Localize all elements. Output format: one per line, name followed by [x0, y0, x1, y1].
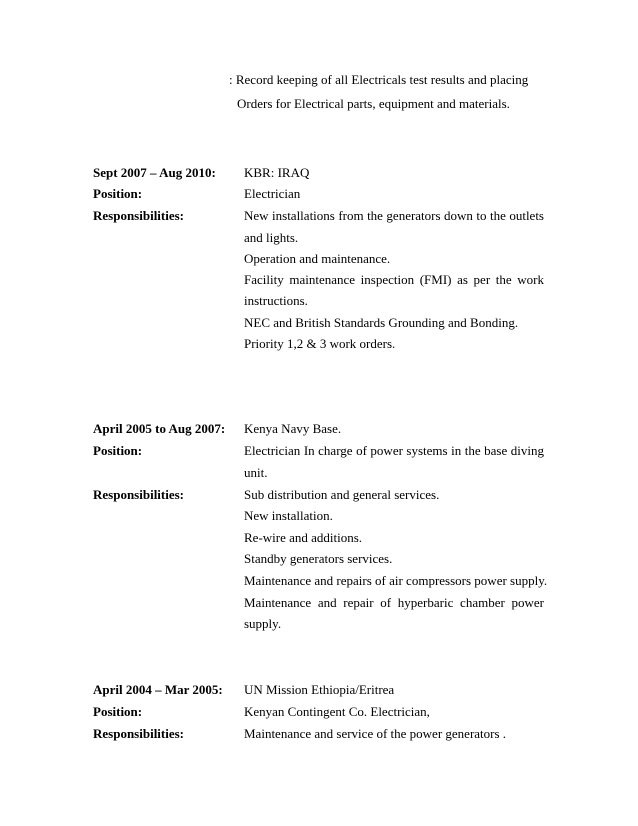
- job-employer: UN Mission Ethiopia/Eritrea: [244, 682, 395, 697]
- position-value: Electrician: [244, 186, 301, 201]
- job-period: April 2004 – Mar 2005:: [93, 682, 223, 697]
- responsibilities-label: Responsibilities:: [93, 726, 185, 741]
- position-label: Position:: [93, 186, 143, 201]
- responsibilities-label: Responsibilities:: [93, 487, 185, 502]
- position-label: Position:: [93, 443, 143, 458]
- responsibilities-label: Responsibilities:: [93, 208, 185, 223]
- responsibility-item: Standby generators services.: [244, 551, 393, 566]
- responsibility-item: NEC and British Standards Grounding and Bonding.: [244, 315, 519, 330]
- responsibility-item: Re-wire and additions.: [244, 530, 363, 545]
- intro-line-2: Orders for Electrical parts, equipment and materials.: [237, 96, 510, 111]
- job-period: Sept 2007 – Aug 2010:: [93, 165, 216, 180]
- position-value: Kenyan Contingent Co. Electrician,: [244, 704, 430, 719]
- responsibility-item: instructions.: [244, 293, 308, 308]
- responsibility-item: Maintenance and service of the power generators .: [244, 726, 507, 741]
- responsibility-item: New installations from the generators down to the outlets: [244, 208, 544, 223]
- responsibility-item: New installation.: [244, 508, 333, 523]
- responsibility-item: Maintenance and repairs of air compressors power supply.: [244, 573, 548, 588]
- position-label: Position:: [93, 704, 143, 719]
- job-period: April 2005 to Aug 2007:: [93, 421, 226, 436]
- responsibility-item: supply.: [244, 616, 282, 631]
- position-value: Electrician In charge of power systems in the base diving: [244, 443, 544, 458]
- responsibility-item: and lights.: [244, 230, 299, 245]
- responsibility-item: Facility maintenance inspection (FMI) as per the work: [244, 272, 544, 287]
- position-value: unit.: [244, 465, 268, 480]
- responsibility-item: Priority 1,2 & 3 work orders.: [244, 336, 396, 351]
- job-employer: Kenya Navy Base.: [244, 421, 342, 436]
- responsibility-item: Maintenance and repair of hyperbaric chamber power: [244, 595, 544, 610]
- responsibility-item: Sub distribution and general services.: [244, 487, 440, 502]
- responsibility-item: Operation and maintenance.: [244, 251, 391, 266]
- job-employer: KBR: IRAQ: [244, 165, 310, 180]
- intro-line-1: : Record keeping of all Electricals test results and placing: [229, 72, 529, 87]
